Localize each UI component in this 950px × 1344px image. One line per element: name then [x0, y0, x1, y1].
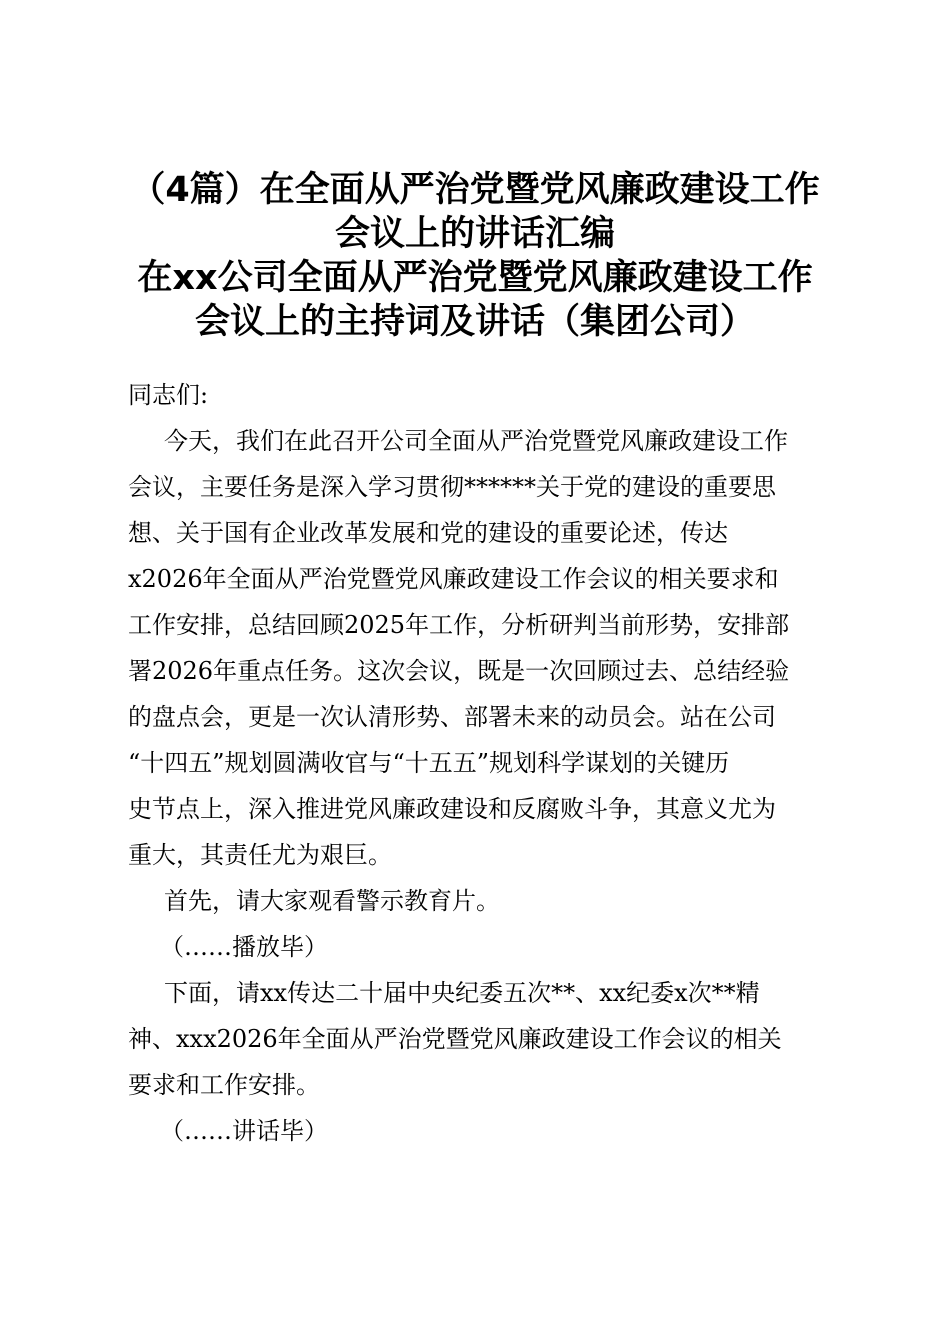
subtitle-line: 会议上的主持词及讲话（集团公司） — [194, 302, 755, 342]
title-line: （4篇）在全面从严治党暨党风廉政建设工作 — [130, 170, 820, 210]
text-line: 神、xxx2026年全面从严治党暨党风廉政建设工作会议的相关 — [128, 1025, 782, 1053]
text-line: 下面，请xx传达二十届中央纪委五次**、xx纪委x次**精 — [164, 979, 760, 1007]
text-line: 的盘点会，更是一次认清形势、部署未来的动员会。站在公司 — [128, 703, 776, 731]
text-line: “十四五”规划圆满收官与“十五五”规划科学谋划的关键历 — [128, 749, 730, 777]
paragraph-convey — [128, 970, 828, 1108]
paragraph-video — [128, 878, 828, 924]
text-line: 同志们: — [128, 381, 209, 409]
document-title — [100, 168, 850, 344]
document-body — [128, 372, 828, 1154]
text-line: 会议，主要任务是深入学习贯彻******关于党的建设的重要思 — [128, 473, 776, 501]
text-line: 工作安排，总结回顾2025年工作，分析研判当前形势，安排部 — [128, 611, 790, 639]
paragraph-opening — [128, 418, 828, 878]
salutation — [128, 372, 828, 418]
text-line: （……讲话毕） — [160, 1117, 328, 1145]
paragraph-video-end — [128, 924, 828, 970]
subtitle-line: 在xx公司全面从严治党暨党风廉政建设工作 — [137, 258, 813, 298]
text-line: 今天，我们在此召开公司全面从严治党暨党风廉政建设工作 — [164, 427, 788, 455]
text-line: 首先，请大家观看警示教育片。 — [164, 887, 500, 915]
text-line: 重大，其责任尤为艰巨。 — [128, 841, 392, 869]
text-line: （……播放毕） — [160, 933, 328, 961]
text-line: x2026年全面从严治党暨党风廉政建设工作会议的相关要求和 — [128, 565, 779, 593]
title-line: 会议上的讲话汇编 — [334, 214, 615, 254]
text-line: 想、关于国有企业改革发展和党的建设的重要论述，传达 — [128, 519, 728, 547]
text-line: 史节点上，深入推进党风廉政建设和反腐败斗争，其意义尤为 — [128, 795, 776, 823]
text-line: 要求和工作安排。 — [128, 1071, 320, 1099]
text-line: 署2026年重点任务。这次会议，既是一次回顾过去、总结经验 — [128, 657, 790, 685]
paragraph-speech-end — [128, 1108, 828, 1154]
